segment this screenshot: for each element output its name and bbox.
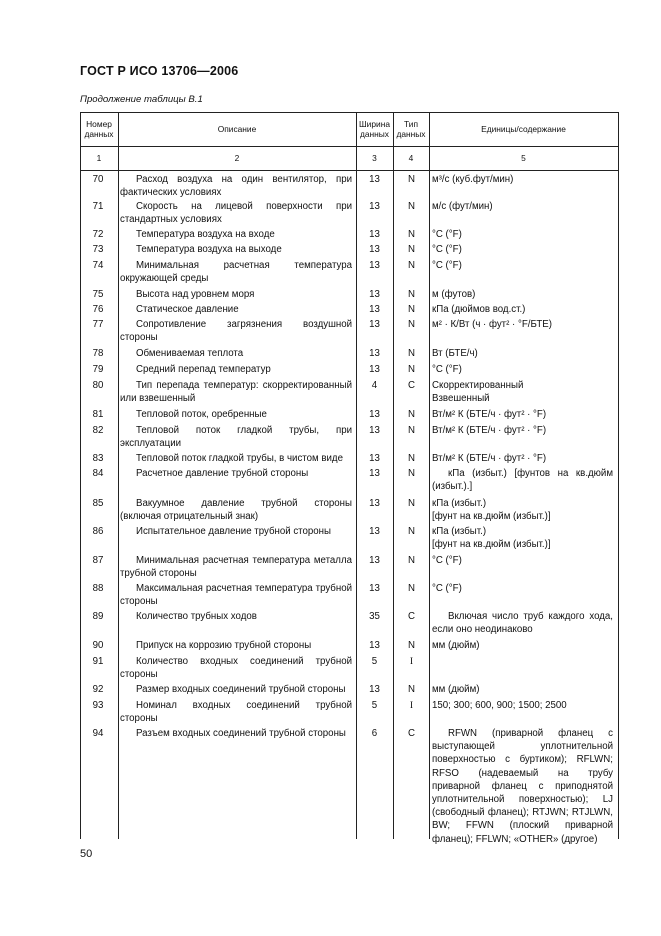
row-units <box>432 525 613 551</box>
row-number: 94 <box>92 728 104 739</box>
row-description: Расчетное давление трубной стороны <box>136 468 309 479</box>
row-units <box>432 259 613 272</box>
column-header: Единицы/содержание <box>481 123 566 134</box>
column-divider <box>356 112 357 839</box>
row-width: 13 <box>369 409 380 420</box>
units-line: мм (дюйм) <box>432 684 480 695</box>
row-width: 13 <box>369 348 380 359</box>
row-units <box>432 727 613 846</box>
units-line: Вт/м² К (БТЕ/ч · фут² · °F) <box>432 425 547 436</box>
row-type: N <box>408 348 415 359</box>
row-units <box>432 452 613 465</box>
column-header: Ширина данных <box>359 118 390 139</box>
row-type: N <box>408 409 415 420</box>
row-width: 4 <box>371 380 378 391</box>
row-number: 88 <box>92 583 104 594</box>
row-width: 13 <box>369 244 380 255</box>
row-width: 13 <box>369 174 380 185</box>
row-width: 13 <box>369 425 380 436</box>
units-line: °C (°F) <box>432 583 462 594</box>
row-width: 13 <box>369 468 380 479</box>
row-type: I <box>409 656 414 667</box>
row-number: 83 <box>92 453 104 464</box>
row-type: N <box>408 201 415 212</box>
row-width: 13 <box>369 229 380 240</box>
row-number: 85 <box>92 498 104 509</box>
units-line: °C (°F) <box>432 364 462 375</box>
row-number: 70 <box>92 174 104 185</box>
row-width: 13 <box>369 319 380 330</box>
units-line: °C (°F) <box>432 244 462 255</box>
units-line: м² · К/Вт (ч · фут² · °F/БТЕ) <box>432 319 552 330</box>
header-divider <box>80 146 619 147</box>
row-number: 93 <box>92 700 104 711</box>
row-width: 13 <box>369 453 380 464</box>
row-width: 13 <box>369 684 380 695</box>
document-title: ГОСТ Р ИСО 13706—2006 <box>80 64 239 78</box>
row-description: Минимальная расчетная температура металла трубной стороны <box>120 555 352 580</box>
row-number: 77 <box>92 319 104 330</box>
row-width: 35 <box>369 611 380 622</box>
row-width: 5 <box>371 700 378 711</box>
row-description: Статическое давление <box>136 304 239 315</box>
units-line: Включая число труб каждого хода, если оно неодинаково <box>432 611 613 636</box>
row-units <box>432 288 613 301</box>
row-units <box>432 554 613 567</box>
row-units <box>432 173 613 186</box>
row-type: N <box>408 229 415 240</box>
row-type: N <box>408 583 415 594</box>
row-width: 13 <box>369 498 380 509</box>
row-type: N <box>408 640 415 651</box>
row-number: 74 <box>92 260 104 271</box>
row-description: Средний перепад температур <box>136 364 271 375</box>
row-type: N <box>408 364 415 375</box>
row-description: Сопротивление загрязнения воздушной стороны <box>120 319 352 344</box>
row-width: 6 <box>371 728 378 739</box>
row-number: 71 <box>92 201 104 212</box>
row-units <box>432 200 613 213</box>
units-line: Вт (БТЕ/ч) <box>432 348 478 359</box>
units-line: [фунт на кв.дюйм (избыт.)] <box>432 539 551 551</box>
units-line: мм (дюйм) <box>432 640 480 651</box>
row-number: 92 <box>92 684 104 695</box>
column-divider <box>118 112 119 839</box>
units-line: Скорректированный <box>432 380 524 391</box>
row-type: N <box>408 555 415 566</box>
units-line: Вт/м² К (БТЕ/ч · фут² · °F) <box>432 453 547 464</box>
row-description: Размер входных соединений трубной стороны <box>136 684 346 695</box>
row-number: 80 <box>92 380 104 391</box>
units-line: °C (°F) <box>432 260 462 271</box>
row-description: Количество входных соединений трубной стороны <box>120 656 352 681</box>
units-line: кПа (избыт.) <box>432 498 487 509</box>
row-number: 82 <box>92 425 104 436</box>
units-line: [фунт на кв.дюйм (избыт.)] <box>432 511 551 523</box>
row-description: Расход воздуха на один вентилятор, при фактических условиях <box>120 174 352 199</box>
row-units <box>432 610 613 636</box>
units-line: кПа (избыт.) [фунтов на кв.дюйм (избыт.).] <box>432 468 613 493</box>
row-width: 13 <box>369 260 380 271</box>
row-units <box>432 467 613 493</box>
row-units <box>432 363 613 376</box>
units-line: °C (°F) <box>432 229 462 240</box>
row-number: 73 <box>92 244 104 255</box>
row-number: 75 <box>92 289 104 300</box>
row-units <box>432 683 613 696</box>
column-number: 3 <box>372 153 377 163</box>
row-type: N <box>408 468 415 479</box>
row-units <box>432 408 613 421</box>
units-line: кПа (дюймов вод.ст.) <box>432 304 526 315</box>
row-width: 13 <box>369 304 380 315</box>
column-number: 1 <box>96 153 102 163</box>
row-description: Вакуумное давление трубной стороны (включая отрицательный знак) <box>120 498 352 523</box>
row-units <box>432 243 613 256</box>
row-type: N <box>408 498 415 509</box>
units-line: Вт/м² К (БТЕ/ч · фут² · °F) <box>432 409 547 420</box>
row-width: 5 <box>371 656 378 667</box>
row-units <box>432 347 613 360</box>
number-row-divider <box>80 170 619 171</box>
row-type: C <box>408 611 415 622</box>
row-number: 81 <box>92 409 104 420</box>
row-description: Припуск на коррозию трубной стороны <box>136 640 312 651</box>
row-type: N <box>408 260 415 271</box>
table-right-border <box>618 112 619 839</box>
row-width: 13 <box>369 526 380 537</box>
units-line: м/с (фут/мин) <box>432 201 493 212</box>
row-width: 13 <box>369 640 380 651</box>
units-line: 150; 300; 600, 900; 1500; 2500 <box>432 700 567 711</box>
table-caption: Продолжение таблицы В.1 <box>80 94 203 105</box>
row-units <box>432 228 613 241</box>
row-number: 79 <box>92 364 104 375</box>
row-description: Скорость на лицевой поверхности при стандартных условиях <box>120 201 352 226</box>
units-line: Взвешенный <box>432 393 490 405</box>
row-description: Номинал входных соединений трубной стороны <box>120 700 352 725</box>
row-width: 13 <box>369 364 380 375</box>
row-type: N <box>408 684 415 695</box>
row-description: Тепловой поток, оребренные <box>136 409 267 420</box>
row-number: 89 <box>92 611 104 622</box>
row-description: Тепловой поток гладкой трубы, при эксплуатации <box>120 425 352 450</box>
units-line: м (футов) <box>432 289 476 300</box>
row-number: 90 <box>92 640 104 651</box>
row-type: C <box>408 380 415 391</box>
row-type: N <box>408 289 415 300</box>
column-number: 2 <box>234 153 240 163</box>
row-type: N <box>408 453 415 464</box>
column-number: 4 <box>408 153 414 163</box>
row-units <box>432 639 613 652</box>
row-description: Высота над уровнем моря <box>136 289 255 300</box>
row-type: I <box>409 700 414 711</box>
row-type: N <box>408 244 415 255</box>
row-units <box>432 497 613 523</box>
row-number: 72 <box>92 229 104 240</box>
column-header: Номер данных <box>84 118 114 139</box>
row-units <box>432 582 613 595</box>
units-line: RFWN (приварной фланец с выступающей уплотнительной поверхностью с буртиком); RFLWN; RFSO (надеваемый на трубу приварной фланец с приподнятой уплотнительной поверхностью); LJ (свободный фланец); RTJWN; RTJLWN, BW; FFWN (плоский приварной фланец); FFLWN; «OTHER» (другое) <box>432 728 613 845</box>
row-number: 78 <box>92 348 104 359</box>
row-type: N <box>408 174 415 185</box>
column-divider <box>429 112 430 839</box>
row-number: 86 <box>92 526 104 537</box>
row-description: Тип перепада температур: скорректированный или взвешенный <box>120 380 352 405</box>
row-description: Тепловой поток гладкой трубы, в чистом виде <box>136 453 343 464</box>
row-description: Разъем входных соединений трубной стороны <box>136 728 346 739</box>
row-width: 13 <box>369 289 380 300</box>
row-description: Температура воздуха на выходе <box>136 244 282 255</box>
row-number: 84 <box>92 468 104 479</box>
row-description: Обмениваемая теплота <box>136 348 244 359</box>
row-description: Минимальная расчетная температура окружающей среды <box>120 260 352 285</box>
units-line: м³/с (куб.фут/мин) <box>432 174 514 185</box>
row-units <box>432 424 613 437</box>
units-line: кПа (избыт.) <box>432 526 487 537</box>
row-description: Температура воздуха на входе <box>136 229 275 240</box>
row-width: 13 <box>369 583 380 594</box>
row-type: N <box>408 304 415 315</box>
page-number: 50 <box>80 848 93 860</box>
row-number: 91 <box>92 656 104 667</box>
units-line: °C (°F) <box>432 555 462 566</box>
column-number: 5 <box>521 153 526 163</box>
column-header: Описание <box>217 123 257 134</box>
row-number: 76 <box>92 304 104 315</box>
row-units <box>432 379 613 405</box>
row-units <box>432 303 613 316</box>
row-width: 13 <box>369 555 380 566</box>
row-description: Испытательное давление трубной стороны <box>136 526 331 537</box>
row-type: C <box>408 728 415 739</box>
row-units <box>432 699 613 712</box>
row-type: N <box>408 425 415 436</box>
row-description: Количество трубных ходов <box>136 611 257 622</box>
row-number: 87 <box>92 555 104 566</box>
row-description: Максимальная расчетная температура трубной стороны <box>120 583 352 608</box>
row-type: N <box>408 319 415 330</box>
row-type: N <box>408 526 415 537</box>
row-units <box>432 318 613 331</box>
row-width: 13 <box>369 201 380 212</box>
data-table <box>80 112 619 845</box>
column-header: Тип данных <box>396 118 426 139</box>
